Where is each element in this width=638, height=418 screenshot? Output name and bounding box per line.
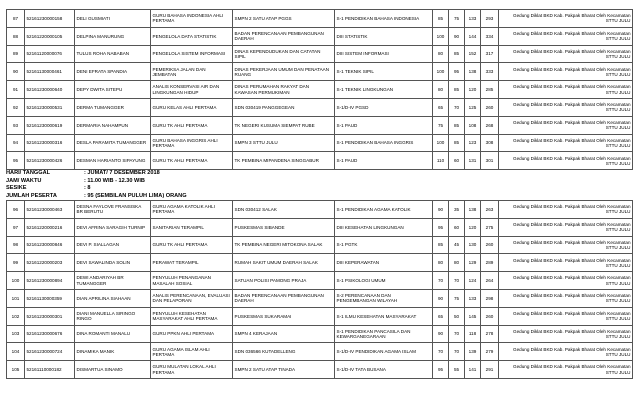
- score-3-cell: 129: [465, 254, 481, 272]
- score-2-cell: 75: [449, 289, 465, 307]
- test-location-cell: Gedung Diklat BKD Kab. Pakpak Bharat Oleh Kecamatan STTU JULU: [499, 81, 633, 99]
- row-number-cell: 96: [7, 201, 25, 219]
- time-value: : 11.00 WIB - 12.30 WIB: [84, 177, 145, 184]
- session-value: : 8: [84, 185, 91, 191]
- test-location-cell: Gedung Diklat BKD Kab. Pakpak Bharat Oleh Kecamatan STTU JULU: [499, 10, 633, 28]
- total-score-cell: 260: [481, 236, 499, 254]
- row-number-cell: 90: [7, 63, 25, 81]
- participant-id-cell: 52161230000724: [25, 343, 75, 361]
- unit-cell: DINAS PEKERJAAN UMUM DAN PENATAAN RUANG: [233, 63, 335, 81]
- education-cell: S-1/D-IV TATA BUSANA: [335, 361, 433, 379]
- score-3-cell: 130: [465, 236, 481, 254]
- score-2-cell: 70: [449, 343, 465, 361]
- education-cell: DIII KEPERAWATAN: [335, 254, 433, 272]
- unit-cell: TK PEMBINA MIPANDENA SINGGABUR: [233, 152, 335, 170]
- score-2-cell: 35: [449, 201, 465, 219]
- score-2-cell: 85: [449, 45, 465, 63]
- total-score-cell: 298: [481, 289, 499, 307]
- participant-id-cell: 52161230000426: [25, 152, 75, 170]
- total-score-cell: 279: [481, 343, 499, 361]
- participant-name-cell: DISMARTUA SINAMO: [75, 361, 151, 379]
- unit-cell: TK NEGERI KUSUMA SIEMPAT RUBE: [233, 116, 335, 134]
- unit-cell: PUSKESMAS SIBANDE: [233, 218, 335, 236]
- test-location-cell: Gedung Diklat BKD Kab. Pakpak Bharat Oleh Kecamatan STTU JULU: [499, 45, 633, 63]
- education-cell: S-1 PAUD: [335, 152, 433, 170]
- participant-name-cell: DEVI P. SIALLAGAN: [75, 236, 151, 254]
- table-row: [7, 10, 633, 28]
- education-cell: S-1/D-IV PENDIDIKAN AGAMA ISLAM: [335, 343, 433, 361]
- test-location-cell: Gedung Diklat BKD Kab. Pakpak Bharat Oleh Kecamatan STTU JULU: [499, 27, 633, 45]
- score-3-cell: 118: [465, 325, 481, 343]
- table-row: [7, 307, 633, 325]
- day-label: HARI/ TANGGAL: [6, 170, 51, 176]
- session-label: SESIKE: [6, 185, 27, 191]
- score-1-cell: 100: [433, 134, 449, 152]
- participant-id-cell: 52161230000676: [25, 325, 75, 343]
- test-location-cell: Gedung Diklat BKD Kab. Pakpak Bharat Oleh Kecamatan STTU JULU: [499, 272, 633, 290]
- education-cell: S-1 PENDIDIKAN AGAMA KATOLIK: [335, 201, 433, 219]
- test-location-cell: Gedung Diklat BKD Kab. Pakpak Bharat Oleh Kecamatan STTU JULU: [499, 152, 633, 170]
- row-number-cell: 101: [7, 289, 25, 307]
- education-cell: DIII SISTEM INFORMASI: [335, 45, 433, 63]
- position-cell: GURU KELAS AHLI PERTAMA: [151, 98, 233, 116]
- row-number-cell: 91: [7, 81, 25, 99]
- participant-name-cell: DEVI SAWALINDA SOLIN: [75, 254, 151, 272]
- test-location-cell: Gedung Diklat BKD Kab. Pakpak Bharat Oleh Kecamatan STTU JULU: [499, 343, 633, 361]
- test-location-cell: Gedung Diklat BKD Kab. Pakpak Bharat Oleh Kecamatan STTU JULU: [499, 63, 633, 81]
- participant-name-cell: DELI GUSMIATI: [75, 10, 151, 28]
- score-3-cell: 120: [465, 81, 481, 99]
- test-location-cell: Gedung Diklat BKD Kab. Pakpak Bharat Oleh Kecamatan STTU JULU: [499, 307, 633, 325]
- participant-name-cell: DINAMIKA MANIK: [75, 343, 151, 361]
- participant-id-cell: 52161220000105: [25, 27, 75, 45]
- row-number-cell: 92: [7, 98, 25, 116]
- score-1-cell: 100: [433, 27, 449, 45]
- score-2-cell: 80: [449, 254, 465, 272]
- score-1-cell: 90: [433, 325, 449, 343]
- score-2-cell: 45: [449, 236, 465, 254]
- score-2-cell: 70: [449, 98, 465, 116]
- score-1-cell: 100: [433, 63, 449, 81]
- total-score-cell: 264: [481, 272, 499, 290]
- score-2-cell: 85: [449, 81, 465, 99]
- session-info: [6, 170, 187, 200]
- row-number-cell: 103: [7, 325, 25, 343]
- score-1-cell: 85: [433, 10, 449, 28]
- total-score-cell: 289: [481, 254, 499, 272]
- education-cell: DIII KESEHATAN LINGKUNGAN: [335, 218, 433, 236]
- table-row: [7, 81, 633, 99]
- table-row: [7, 116, 633, 134]
- total-score-cell: 293: [481, 10, 499, 28]
- table-row: [7, 152, 633, 170]
- test-location-cell: Gedung Diklat BKD Kab. Pakpak Bharat Oleh Kecamatan STTU JULU: [499, 289, 633, 307]
- table-row: [7, 361, 633, 379]
- table-row: [7, 134, 633, 152]
- position-cell: ANALIS KONSERVASI AIR DAN LINGKUNGAN HIDUP: [151, 81, 233, 99]
- score-3-cell: 124: [465, 272, 481, 290]
- total-score-cell: 278: [481, 325, 499, 343]
- education-cell: S-2 PERENCANAAN DAN PENGEMBANGAN WILAYAH: [335, 289, 433, 307]
- row-number-cell: 95: [7, 152, 25, 170]
- score-3-cell: 145: [465, 307, 481, 325]
- education-cell: S-1 ILMU KESEHATAN MASYARAKAT: [335, 307, 433, 325]
- participant-name-cell: DESMAN HARIANTO SIPAYUNG: [75, 152, 151, 170]
- score-1-cell: 110: [433, 152, 449, 170]
- participant-name-cell: DESNA FAYLOVE FRANSISKA BR BERUTU: [75, 201, 151, 219]
- participant-id-cell: 52161230000640: [25, 81, 75, 99]
- row-number-cell: 88: [7, 27, 25, 45]
- position-cell: GURU TK AHLI PERTAMA: [151, 236, 233, 254]
- unit-cell: SMPN 3 STTU JULU: [233, 134, 335, 152]
- participant-id-cell: 52161230000463: [25, 201, 75, 219]
- test-location-cell: Gedung Diklat BKD Kab. Pakpak Bharat Oleh Kecamatan STTU JULU: [499, 325, 633, 343]
- position-cell: GURU TK AHLI PERTAMA: [151, 152, 233, 170]
- score-1-cell: 80: [433, 45, 449, 63]
- unit-cell: PUSKESMAS SUKARAMAI: [233, 307, 335, 325]
- participant-id-cell: 52161230000619: [25, 116, 75, 134]
- total-score-cell: 285: [481, 81, 499, 99]
- time-label: JAM/ WAKTU: [6, 177, 42, 184]
- score-3-cell: 152: [465, 45, 481, 63]
- score-3-cell: 138: [465, 201, 481, 219]
- row-number-cell: 102: [7, 307, 25, 325]
- position-cell: GURU TK AHLI PERTAMA: [151, 116, 233, 134]
- row-number-cell: 105: [7, 361, 25, 379]
- total-score-cell: 263: [481, 201, 499, 219]
- participant-id-cell: 52161130000359: [25, 289, 75, 307]
- table-row: [7, 325, 633, 343]
- score-2-cell: 85: [449, 116, 465, 134]
- participant-name-cell: DELPINA MANURUNG: [75, 27, 151, 45]
- unit-cell: TK PEMBINA NEGERI MITOKONA SALAK: [233, 236, 335, 254]
- participant-id-cell: 52161120000076: [25, 45, 75, 63]
- score-2-cell: 70: [449, 272, 465, 290]
- row-number-cell: 89: [7, 45, 25, 63]
- position-cell: GURU BAHASA INGGRIS AHLI PERTAMA: [151, 134, 233, 152]
- participant-name-cell: DEWI ANDARIYAH BR TUMANGGER: [75, 272, 151, 290]
- table-row: [7, 63, 633, 81]
- score-1-cell: 70: [433, 272, 449, 290]
- participant-id-cell: 52161230000846: [25, 236, 75, 254]
- participant-id-cell: 52161230000531: [25, 98, 75, 116]
- education-cell: DIII STATISTIK: [335, 27, 433, 45]
- score-1-cell: 75: [433, 116, 449, 134]
- score-3-cell: 133: [465, 289, 481, 307]
- participant-count-label: JUMLAH PESERTA: [6, 192, 57, 199]
- score-3-cell: 133: [465, 10, 481, 28]
- row-number-cell: 104: [7, 343, 25, 361]
- position-cell: SANITARIAN TERAMPIL: [151, 218, 233, 236]
- score-2-cell: 60: [449, 218, 465, 236]
- total-score-cell: 308: [481, 134, 499, 152]
- total-score-cell: 333: [481, 63, 499, 81]
- participant-id-cell: 52161230000894: [25, 272, 75, 290]
- participant-name-cell: DEPY DWITA SITEPU: [75, 81, 151, 99]
- score-3-cell: 123: [465, 134, 481, 152]
- participant-count-value: : 95 (SEMBILAN PULUH LIMA) ORANG: [84, 192, 187, 199]
- unit-cell: BADAN PERENCANAAN PEMBANGUNAN DAERAH: [233, 289, 335, 307]
- participants-table-2: [6, 200, 633, 379]
- unit-cell: SMPN 4 KERAJAAN: [233, 325, 335, 343]
- row-number-cell: 87: [7, 10, 25, 28]
- unit-cell: SATUAN POLISI PAMONG PRAJA: [233, 272, 335, 290]
- education-cell: S-1 TEKNIK LINGKUNGAN: [335, 81, 433, 99]
- position-cell: PENGELOLA DATA STATISTIK: [151, 27, 233, 45]
- position-cell: GURU AGAMA KATOLIK AHLI PERTAMA: [151, 201, 233, 219]
- score-3-cell: 144: [465, 27, 481, 45]
- total-score-cell: 260: [481, 98, 499, 116]
- test-location-cell: Gedung Diklat BKD Kab. Pakpak Bharat Oleh Kecamatan STTU JULU: [499, 361, 633, 379]
- unit-cell: BADAN PERENCANAAN PEMBANGUNAN DAERAH: [233, 27, 335, 45]
- score-3-cell: 139: [465, 343, 481, 361]
- position-cell: GURU BAHASA INDONESIA AHLI PERTAMA: [151, 10, 233, 28]
- row-number-cell: 99: [7, 254, 25, 272]
- participant-id-cell: 52161220000203: [25, 254, 75, 272]
- participant-name-cell: DIAN APRILINA SIAHAAN: [75, 289, 151, 307]
- table-row: [7, 343, 633, 361]
- table-row: [7, 98, 633, 116]
- row-number-cell: 98: [7, 236, 25, 254]
- score-3-cell: 125: [465, 98, 481, 116]
- score-2-cell: 50: [449, 307, 465, 325]
- position-cell: PEMERIKSA JALAN DAN JEMBATAN: [151, 63, 233, 81]
- total-score-cell: 317: [481, 45, 499, 63]
- row-number-cell: 94: [7, 134, 25, 152]
- test-location-cell: Gedung Diklat BKD Kab. Pakpak Bharat Oleh Kecamatan STTU JULU: [499, 236, 633, 254]
- score-1-cell: 65: [433, 98, 449, 116]
- score-1-cell: 65: [433, 307, 449, 325]
- unit-cell: SDN 030412 SALAK: [233, 201, 335, 219]
- position-cell: PENGELOLA SISTEM INFORMASI: [151, 45, 233, 63]
- test-location-cell: Gedung Diklat BKD Kab. Pakpak Bharat Oleh Kecamatan STTU JULU: [499, 116, 633, 134]
- row-number-cell: 93: [7, 116, 25, 134]
- total-score-cell: 275: [481, 218, 499, 236]
- unit-cell: SDN 030419 PANGGEGEAN: [233, 98, 335, 116]
- participant-id-cell: 52161130000461: [25, 63, 75, 81]
- unit-cell: RUMAH SAKIT UMUM DAERAH SALAK: [233, 254, 335, 272]
- education-cell: S-1/D-IV PGSD: [335, 98, 433, 116]
- position-cell: ANALIS PERENCANAAN, EVALUASI DAN PELAPORAN: [151, 289, 233, 307]
- education-cell: S-1 PGTK: [335, 236, 433, 254]
- unit-cell: SMPN 2 SATU ATAP PGGS: [233, 10, 335, 28]
- score-3-cell: 138: [465, 63, 481, 81]
- table-row: [7, 254, 633, 272]
- unit-cell: DINAS PERUMAHAN RAKYAT DAN KAWASAN PERMUKIMAN: [233, 81, 335, 99]
- participant-name-cell: DESLA PARAMITA TUMANGGER: [75, 134, 151, 152]
- education-cell: S-1 PENDIDIKAN BAHASA INDONESIA: [335, 10, 433, 28]
- education-cell: S-1 PAUD: [335, 116, 433, 134]
- table-row: [7, 45, 633, 63]
- score-2-cell: 60: [449, 152, 465, 170]
- education-cell: S-1 PENDIDIKAN BAHASA INGGRIS: [335, 134, 433, 152]
- score-1-cell: 80: [433, 254, 449, 272]
- total-score-cell: 260: [481, 307, 499, 325]
- participant-name-cell: DERMARIA NAHAMPUN: [75, 116, 151, 134]
- table-row: [7, 27, 633, 45]
- participant-name-cell: TULUS ROHA NABABAN: [75, 45, 151, 63]
- test-location-cell: Gedung Diklat BKD Kab. Pakpak Bharat Oleh Kecamatan STTU JULU: [499, 218, 633, 236]
- participant-id-cell: 52161230000301: [25, 307, 75, 325]
- participant-id-cell: 52161220000216: [25, 218, 75, 236]
- unit-cell: SDN 036566 KUTADELLENG: [233, 343, 335, 361]
- table-row: [7, 218, 633, 236]
- score-1-cell: 70: [433, 343, 449, 361]
- position-cell: GURU AGAMA ISLAM AHLI PERTAMA: [151, 343, 233, 361]
- score-1-cell: 85: [433, 236, 449, 254]
- test-location-cell: Gedung Diklat BKD Kab. Pakpak Bharat Oleh Kecamatan STTU JULU: [499, 98, 633, 116]
- education-cell: S-1 PENDIDIKAN PANCASILA DAN KEWARGANEGARAAN: [335, 325, 433, 343]
- row-number-cell: 97: [7, 218, 25, 236]
- total-score-cell: 301: [481, 152, 499, 170]
- score-3-cell: 120: [465, 218, 481, 236]
- score-2-cell: 55: [449, 361, 465, 379]
- score-2-cell: 85: [449, 134, 465, 152]
- test-location-cell: Gedung Diklat BKD Kab. Pakpak Bharat Oleh Kecamatan STTU JULU: [499, 201, 633, 219]
- total-score-cell: 291: [481, 361, 499, 379]
- unit-cell: SMPN 2 SATU ATAP TINADA: [233, 361, 335, 379]
- total-score-cell: 334: [481, 27, 499, 45]
- score-3-cell: 108: [465, 116, 481, 134]
- position-cell: PENYULUH PENANGANAN MASALAH SOSIAL: [151, 272, 233, 290]
- score-3-cell: 141: [465, 361, 481, 379]
- score-2-cell: 95: [449, 63, 465, 81]
- test-location-cell: Gedung Diklat BKD Kab. Pakpak Bharat Oleh Kecamatan STTU JULU: [499, 134, 633, 152]
- position-cell: PERAWAT TERAMPIL: [151, 254, 233, 272]
- score-2-cell: 90: [449, 27, 465, 45]
- position-cell: GURU PPKN AHLI PERTAMA: [151, 325, 233, 343]
- participant-name-cell: DINA ROMANTI MANALU: [75, 325, 151, 343]
- score-3-cell: 131: [465, 152, 481, 170]
- score-1-cell: 80: [433, 81, 449, 99]
- unit-cell: DINAS KEPENDUDUKAN DAN CATATAN SIPIL: [233, 45, 335, 63]
- score-1-cell: 90: [433, 289, 449, 307]
- participant-id-cell: 52161230000316: [25, 134, 75, 152]
- position-cell: PENYULUH KESEHATAN MASYARAKAT AHLI PERTAMA: [151, 307, 233, 325]
- participant-name-cell: DIANI MANUELLA SIRINGO RINGO: [75, 307, 151, 325]
- participant-id-cell: 52161230000158: [25, 10, 75, 28]
- participant-name-cell: DEVI AFRINA SARAGIH TURNIP: [75, 218, 151, 236]
- table-row: [7, 289, 633, 307]
- table-row: [7, 236, 633, 254]
- day-value: : JUMAT/ 7 DESEMBER 2018: [84, 170, 160, 176]
- total-score-cell: 268: [481, 116, 499, 134]
- participants-table-1: [6, 9, 633, 170]
- table-row: [7, 201, 633, 219]
- education-cell: S-1 PSIKOLOGI UMUM: [335, 272, 433, 290]
- score-1-cell: 95: [433, 361, 449, 379]
- score-1-cell: 90: [433, 201, 449, 219]
- score-1-cell: 95: [433, 218, 449, 236]
- position-cell: GURU MULATAN LOKAL AHLI PERTAMA: [151, 361, 233, 379]
- education-cell: S-1 TEKNIK SIPIL: [335, 63, 433, 81]
- participant-name-cell: DENI EFRATA SPANDIA: [75, 63, 151, 81]
- table-row: [7, 272, 633, 290]
- participant-name-cell: DERMA TUMANGGER: [75, 98, 151, 116]
- test-location-cell: Gedung Diklat BKD Kab. Pakpak Bharat Oleh Kecamatan STTU JULU: [499, 254, 633, 272]
- row-number-cell: 100: [7, 272, 25, 290]
- score-2-cell: 75: [449, 10, 465, 28]
- score-2-cell: 70: [449, 325, 465, 343]
- participant-id-cell: 52161110000182: [25, 361, 75, 379]
